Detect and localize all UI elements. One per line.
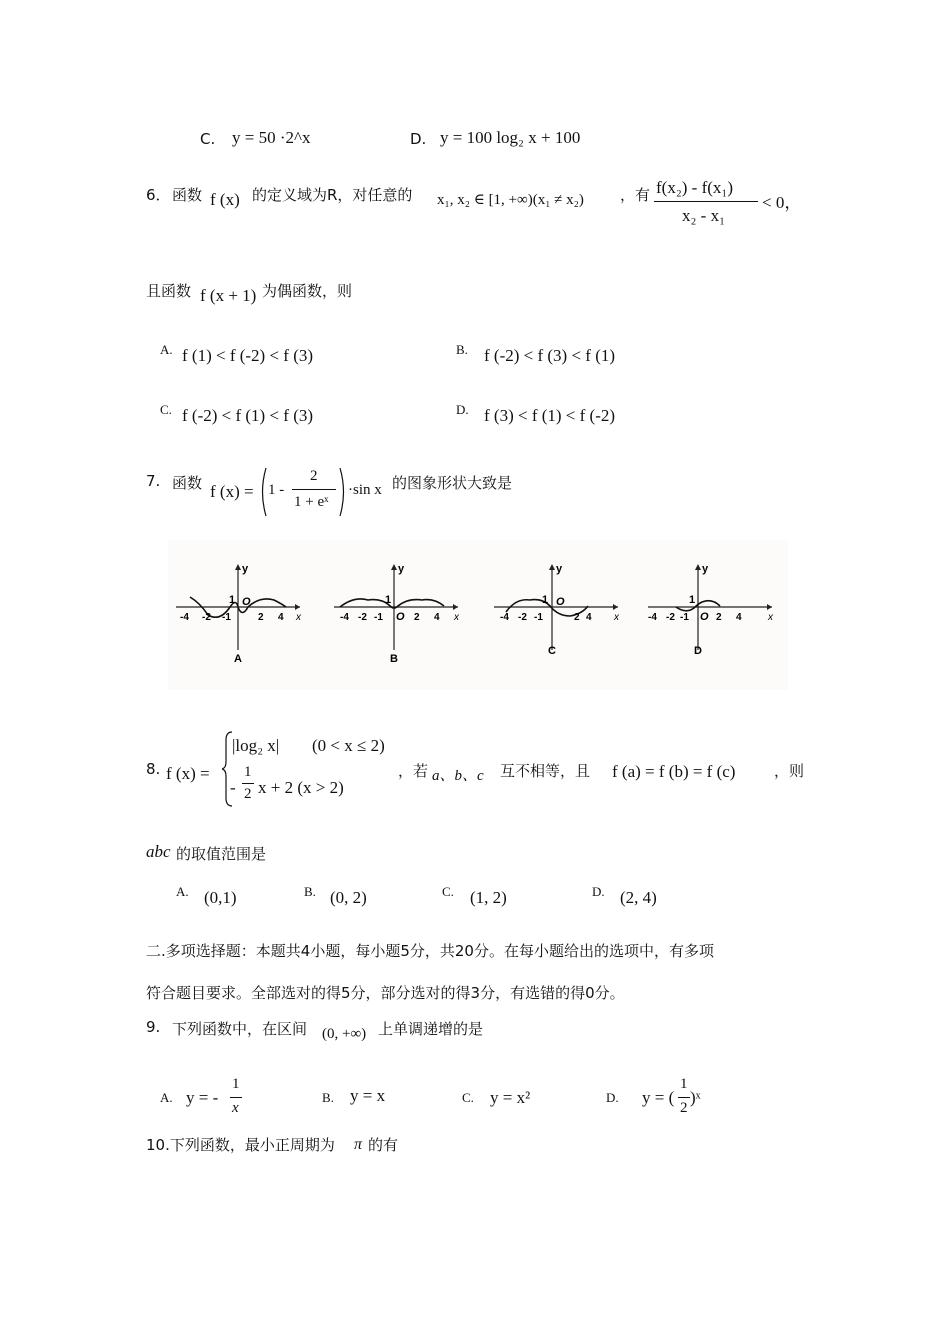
origin-label: O (700, 611, 709, 623)
option-expression: y = 100 log₂ x + 100 (440, 128, 581, 147)
tick-label: -2 (358, 612, 367, 623)
question-number: 8. (146, 760, 161, 778)
option-expression: y = x (350, 1086, 386, 1105)
tick-label: 4 (736, 612, 742, 623)
question-text: 且函数 (146, 282, 192, 300)
piecewise-case-2: x + 2 (x > 2) (258, 778, 344, 797)
graph-label: D (694, 645, 702, 657)
question-text: 函数 (172, 186, 203, 204)
question-text: 下列函数中，在区间 (172, 1020, 308, 1038)
tick-label: -4 (500, 612, 509, 623)
origin-label: O (556, 596, 565, 608)
option-expression: (0, 2) (330, 888, 367, 907)
one-minus: 1 - (268, 482, 285, 498)
y-axis-label: y (702, 563, 709, 575)
question-text: 上单调递增的是 (378, 1020, 484, 1038)
question-text: ，则 (774, 762, 805, 780)
question-text: 10.下列函数，最小正周期为 (146, 1136, 335, 1154)
option-expression: (2, 4) (620, 888, 657, 907)
tick-label: -4 (648, 612, 657, 623)
option-label: D. (410, 130, 427, 148)
section-heading: 符合题目要求。全部选对的得5分，部分选对的得3分，有选错的得0分。 (146, 984, 625, 1002)
function-expression: f (x + 1) (200, 286, 257, 305)
option-label: C. (442, 884, 454, 899)
question-number: 7. (146, 472, 161, 490)
interval-expression: (0, +∞) (322, 1026, 367, 1042)
option-label: B. (322, 1090, 334, 1105)
x-axis-label: x (614, 612, 619, 623)
variables: a、b、c (432, 768, 484, 784)
option-label: A. (160, 342, 173, 357)
tick-label: -4 (180, 612, 189, 623)
question-text: 为偶函数，则 (262, 282, 353, 300)
question-text: ，有 (620, 186, 651, 204)
fraction-numerator: 1 (232, 1076, 240, 1092)
tick-label: 4 (586, 612, 592, 623)
fraction-numerator: 2 (310, 468, 318, 484)
option-expression: y = ( (642, 1088, 675, 1107)
question-text: 的定义域为R，对任意的 (252, 186, 413, 204)
tick-one: 1 (229, 594, 236, 606)
fraction-denominator: 1 + eˣ (294, 494, 329, 510)
tick-label: 4 (434, 612, 440, 623)
origin-label: O (242, 596, 251, 608)
tick-one: 1 (542, 594, 549, 606)
question-text: ，若 (398, 762, 429, 780)
function-expression: f (x) = (166, 764, 210, 783)
function-expression: f (x) (210, 190, 240, 209)
graph-label: A (234, 653, 242, 665)
sin-factor: ·sin x (348, 482, 382, 498)
tick-label: -2 (518, 612, 527, 623)
abc-expression: abc (146, 842, 171, 861)
option-expression: y = 50 ·2^x (232, 128, 311, 147)
tick-label: 4 (278, 612, 284, 623)
tick-label: -2 (666, 612, 675, 623)
fraction-denominator: x (232, 1100, 239, 1116)
graph-options-panel (168, 540, 788, 690)
tick-label: -2 (202, 612, 211, 623)
equality-expression: f (a) = f (b) = f (c) (612, 762, 736, 781)
option-expression: f (-2) < f (1) < f (3) (182, 406, 314, 425)
fraction-bar (678, 1097, 690, 1098)
graph-label: C (548, 645, 556, 657)
tick-label: 2 (414, 612, 420, 623)
x-axis-label: x (454, 612, 459, 623)
question-number: 9. (146, 1018, 161, 1036)
y-axis-label: y (242, 563, 249, 575)
option-label: D. (606, 1090, 619, 1105)
tick-one: 1 (385, 594, 392, 606)
piecewise-condition-1: (0 < x ≤ 2) (312, 736, 385, 755)
option-label: D. (456, 402, 469, 417)
question-number: 6． (146, 186, 171, 204)
question-text: 互不相等，且 (500, 762, 591, 780)
y-axis-label: y (556, 563, 563, 575)
option-label: B. (456, 342, 468, 357)
option-label: C. (200, 130, 216, 148)
fraction-numerator: 1 (244, 764, 252, 780)
fraction-bar (230, 1097, 242, 1098)
section-heading: 二.多项选择题：本题共4小题，每小题5分，共20分。在每小题给出的选项中，有多项 (146, 942, 714, 960)
question-text: 函数 (172, 474, 203, 492)
option-expression: (1, 2) (470, 888, 507, 907)
option-expression: y = - (186, 1088, 219, 1107)
option-expression: f (3) < f (1) < f (-2) (484, 406, 616, 425)
fraction-denominator: 2 (680, 1100, 688, 1116)
option-expression: (0,1) (204, 888, 237, 907)
option-label: B. (304, 884, 316, 899)
x-axis-label: x (768, 612, 773, 623)
fraction-bar (292, 489, 336, 490)
tick-label: -1 (534, 612, 543, 623)
fraction-bar (242, 783, 254, 784)
x-axis-label: x (296, 612, 301, 623)
question-text: 的有 (368, 1136, 399, 1154)
fraction-numerator: f(x₂) - f(x₁) (656, 178, 733, 197)
option-expression: y = x² (490, 1088, 531, 1107)
tick-label: -1 (374, 612, 383, 623)
tick-label: 2 (716, 612, 722, 623)
inequality: < 0， (762, 193, 802, 212)
question-text: 的图象形状大致是 (392, 474, 513, 492)
tick-label: 2 (258, 612, 264, 623)
minus-sign: - (230, 778, 236, 797)
question-text: 的取值范围是 (176, 845, 267, 863)
tick-label: -1 (680, 612, 689, 623)
pi-symbol: π (354, 1136, 363, 1153)
origin-label: O (396, 611, 405, 623)
piecewise-case-1: |log₂ x| (232, 736, 280, 755)
option-expression: f (1) < f (-2) < f (3) (182, 346, 314, 365)
function-expression: f (x) = (210, 482, 254, 501)
fraction-denominator: x₂ - x₁ (682, 206, 726, 225)
option-expression: f (-2) < f (3) < f (1) (484, 346, 616, 365)
fraction-numerator: 1 (680, 1076, 688, 1092)
fraction-denominator: 2 (244, 786, 252, 802)
graph-label: B (390, 653, 398, 665)
option-label: C. (160, 402, 172, 417)
option-label: A. (160, 1090, 173, 1105)
tick-label: 2 (574, 612, 580, 623)
option-label: A. (176, 884, 189, 899)
option-label: C. (462, 1090, 474, 1105)
y-axis-label: y (398, 563, 405, 575)
tick-one: 1 (689, 594, 696, 606)
condition-expression: x₁, x₂ ∈ [1, +∞)(x₁ ≠ x₂) (437, 192, 584, 208)
tick-label: -1 (222, 612, 231, 623)
option-expression: )ˣ (690, 1088, 701, 1107)
option-label: D. (592, 884, 605, 899)
tick-label: -4 (340, 612, 349, 623)
fraction-bar (654, 201, 758, 202)
